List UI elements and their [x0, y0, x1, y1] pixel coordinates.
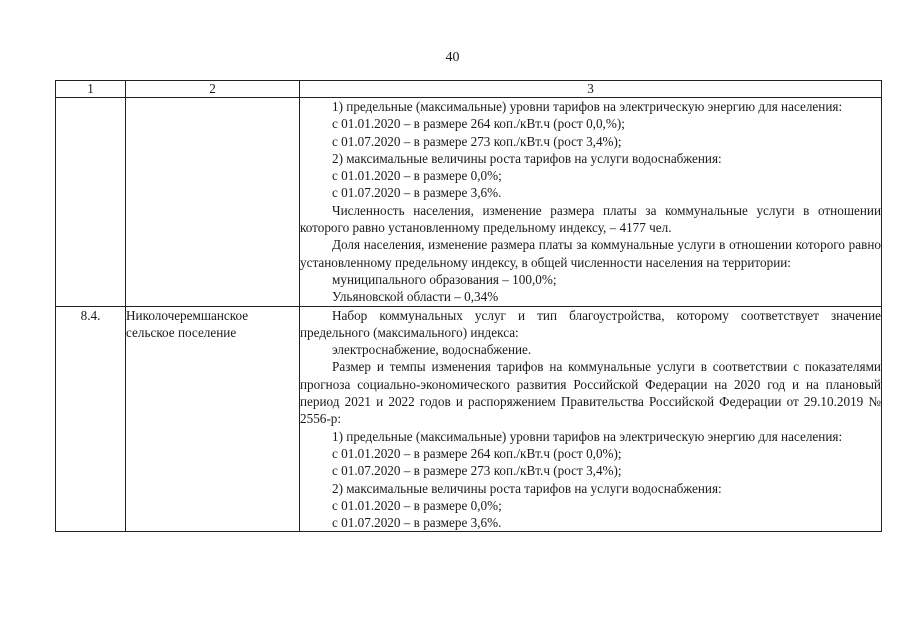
row-number [56, 98, 126, 307]
paragraph: 2) максимальные величины роста тарифов на услуги водоснабжения: [332, 480, 722, 496]
row-description [300, 98, 882, 307]
paragraph: с 01.07.2020 – в размере 3,6%. [332, 185, 502, 201]
settlement-name [126, 98, 300, 307]
paragraph: с 01.07.2020 – в размере 273 коп./кВт.ч (рост 3,4%); [332, 463, 622, 479]
row-number: 8.4. [56, 306, 126, 532]
page-number: 40 [445, 50, 460, 65]
paragraph: Доля населения, изменение размера платы за коммунальные услуги в отношении которого равно установленному предельному индексу, в общей численности населения на территории: [300, 237, 881, 270]
document-table [55, 80, 882, 532]
paragraph: с 01.07.2020 – в размере 273 коп./кВт.ч (рост 3,4%); [332, 133, 622, 149]
paragraph: Ульяновской области – 0,34% [332, 289, 499, 305]
paragraph: Численность населения, изменение размера платы за коммунальные услуги в отношении которого равно установленному предельному индексу, – 4177 чел. [300, 202, 881, 236]
paragraph: Размер и темпы изменения тарифов на коммунальные услуги в соответствии с показателями прогноза социально-экономического развития Российской Федерации на 2020 год и на плановый период 2021 и 2022 годов и распоряжением Правительства Российской Федерации от 29.10.2019 № 2556-р: [300, 359, 881, 427]
table-row [56, 306, 882, 532]
paragraph: с 01.01.2020 – в размере 264 коп./кВт.ч (рост 0,0,%); [332, 116, 625, 132]
table-body [56, 98, 882, 532]
paragraph: 2) максимальные величины роста тарифов на услуги водоснабжения: [332, 150, 722, 166]
paragraph: с 01.07.2020 – в размере 3,6%. [332, 515, 502, 531]
column-header-1: 1 [56, 81, 126, 98]
paragraph: 1) предельные (максимальные) уровни тарифов на электрическую энергию для населения: [332, 428, 843, 444]
row-description [300, 306, 882, 532]
paragraph: муниципального образования – 100,0%; [332, 271, 557, 287]
table-header-row [56, 81, 882, 98]
table-row [56, 98, 882, 307]
settlement-name: Николочеремшанское сельское поселение [126, 306, 300, 532]
paragraph: с 01.01.2020 – в размере 0,0%; [332, 497, 502, 513]
paragraph: 1) предельные (максимальные) уровни тарифов на электрическую энергию для населения: [332, 99, 843, 114]
column-header-3: 3 [300, 81, 882, 98]
paragraph: электроснабжение, водоснабжение. [332, 342, 532, 358]
paragraph: с 01.01.2020 – в размере 264 коп./кВт.ч (рост 0,0%); [332, 445, 622, 461]
column-header-2: 2 [126, 81, 300, 98]
paragraph: Набор коммунальных услуг и тип благоустройства, которому соответствует значение предельного (максимального) индекса: [300, 307, 881, 340]
paragraph: с 01.01.2020 – в размере 0,0%; [332, 168, 502, 184]
